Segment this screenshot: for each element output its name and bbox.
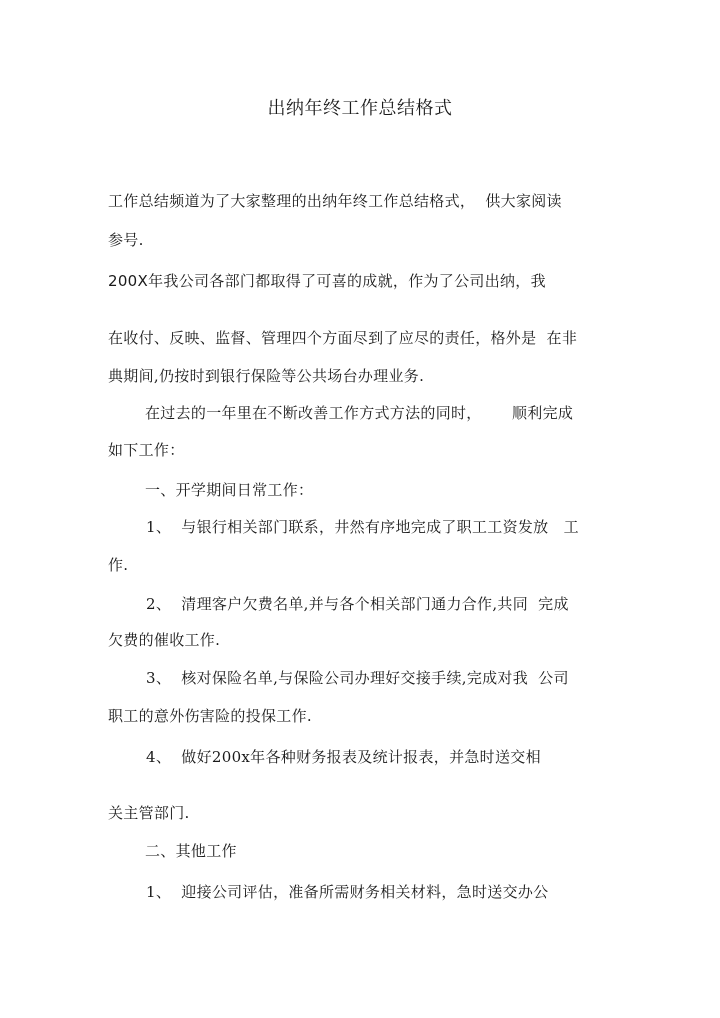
section-heading: 二、其他工作 — [145, 842, 237, 860]
list-item: 3、 核对保险名单,与保险公司办理好交接手续,完成对我 公司 — [146, 669, 569, 687]
list-item: 4、 做好200x年各种财务报表及统计报表，并急时送交相 — [146, 748, 541, 766]
list-item: 2、 清理客户欠费名单,并与各个相关部门通力合作,共同 完成 — [146, 595, 569, 613]
paragraph-line: 在收付、反映、监督、管理四个方面尽到了应尽的责任，格外是 在非 — [108, 329, 578, 347]
paragraph-line: 在过去的一年里在不断改善工作方式方法的同时， 顺利完成 — [145, 404, 574, 422]
list-item: 1、 迎接公司评估，准备所需财务相关材料，急时送交办公 — [146, 883, 549, 901]
paragraph-line: 200X年我公司各部门都取得了可喜的成就，作为了公司出纳，我 — [108, 272, 546, 290]
paragraph-line: 参号. — [108, 231, 144, 249]
paragraph-line: 如下工作： — [108, 441, 185, 459]
paragraph-line: 职工的意外伤害险的投保工作. — [108, 707, 312, 725]
section-heading: 一、开学期间日常工作： — [145, 481, 314, 499]
paragraph-line: 工作总结频道为了大家整理的出纳年终工作总结格式， 供大家阅读 — [108, 192, 562, 210]
paragraph-line: 关主管部门. — [108, 804, 190, 822]
document-title: 出纳年终工作总结格式 — [267, 98, 453, 119]
list-item: 1、 与银行相关部门联系，井然有序地完成了职工工资发放 工 — [146, 518, 579, 536]
paragraph-line: 作. — [108, 556, 129, 574]
paragraph-line: 欠费的催收工作. — [108, 631, 221, 649]
paragraph-line: 典期间,仍按时到银行保险等公共场台办理业务. — [108, 367, 425, 385]
